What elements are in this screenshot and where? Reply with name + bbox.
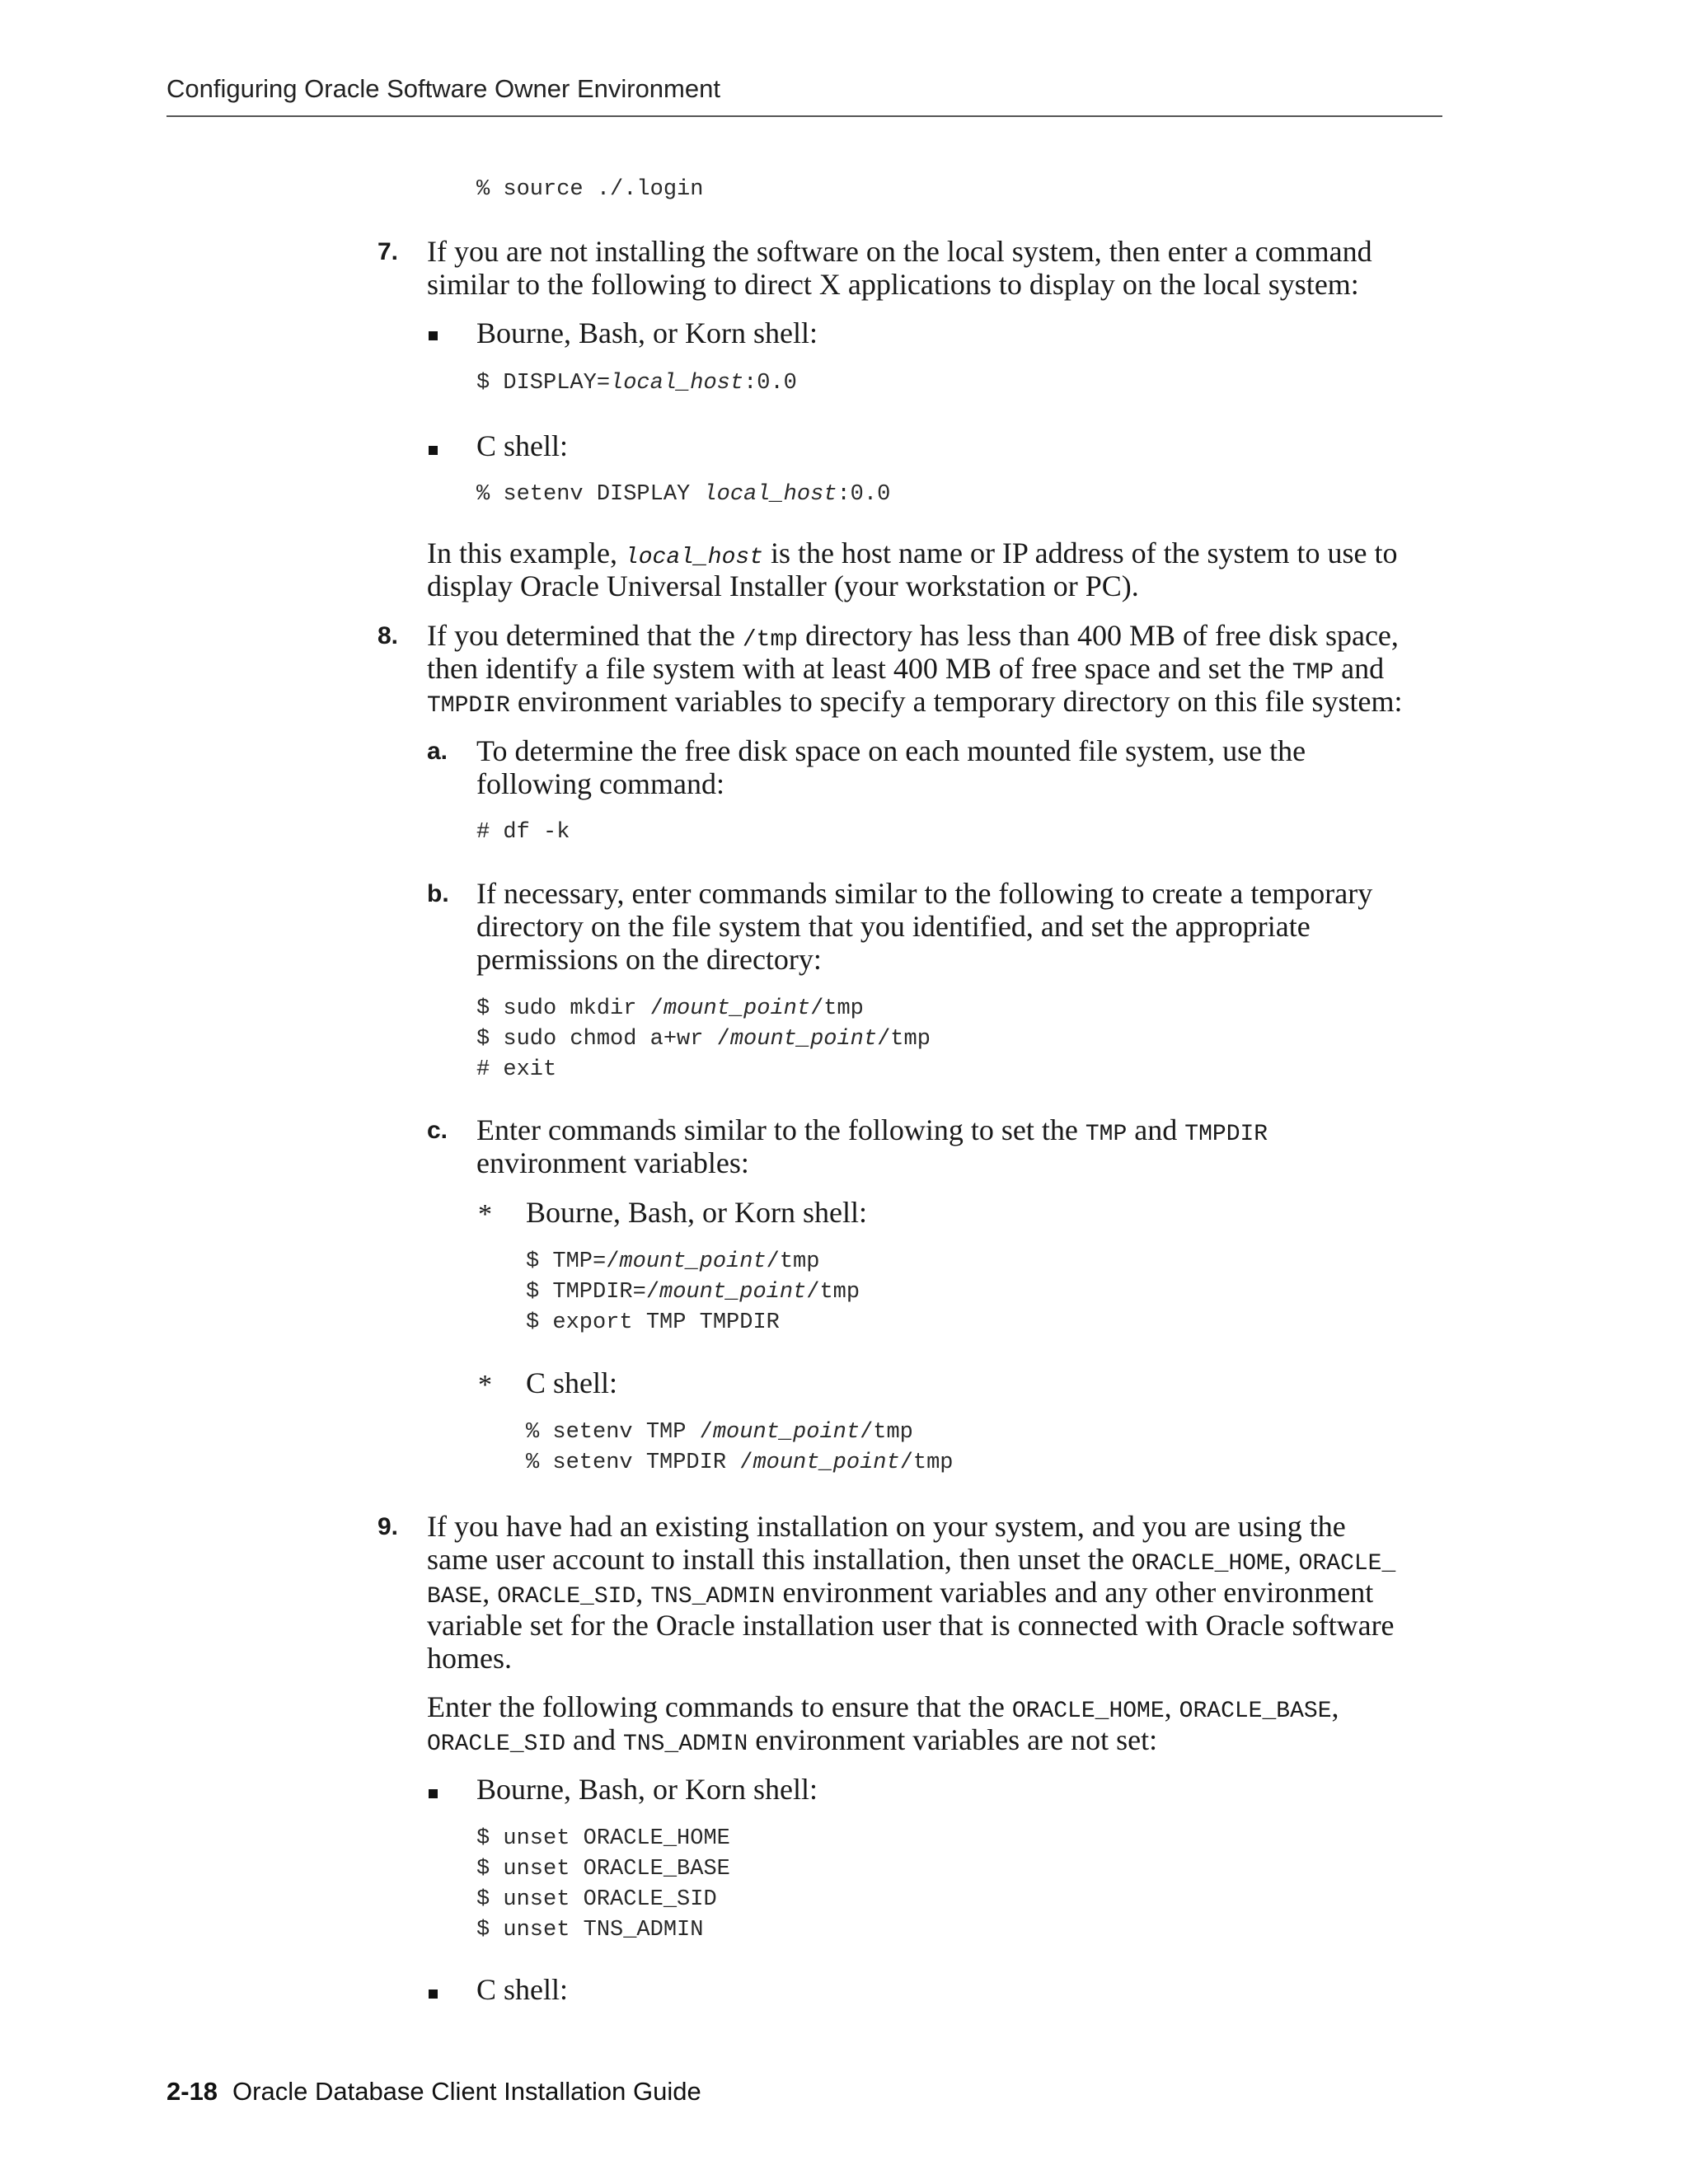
bullet-asterisk: *	[478, 1370, 492, 1400]
code-mkdir: $ sudo mkdir /mount_point/tmp	[476, 996, 864, 1021]
step-9-line5: homes.	[427, 1642, 512, 1675]
code-unset-oracle-sid: $ unset ORACLE_SID	[476, 1887, 717, 1912]
step-8c-c-label: C shell:	[526, 1366, 618, 1399]
running-header: Configuring Oracle Software Owner Environment	[166, 74, 720, 103]
code-setenv-tmp: % setenv TMP /mount_point/tmp	[526, 1420, 913, 1445]
step-8b-letter: b.	[427, 880, 449, 907]
step-8a-line1: To determine the free disk space on each mounted file system, use the	[476, 734, 1306, 767]
step-8c-line2: environment variables:	[476, 1146, 749, 1179]
code-exit: # exit	[476, 1057, 557, 1082]
bullet-square	[429, 1789, 438, 1798]
step-8c-letter: c.	[427, 1117, 448, 1144]
step-8c-bourne-label: Bourne, Bash, or Korn shell:	[526, 1196, 867, 1229]
step-9-line3: BASE, ORACLE_SID, TNS_ADMIN environment variables and any other environment	[427, 1576, 1374, 1610]
book-title: Oracle Database Client Installation Guide	[232, 2077, 701, 2106]
step-8b-line2: directory on the file system that you identified, and set the appropriate	[476, 910, 1311, 943]
step-9-c-label: C shell:	[476, 1973, 569, 2006]
step-9-number: 9.	[377, 1513, 399, 1540]
step-7-explain-line1: In this example, local_host is the host name or IP address of the system to use to	[427, 537, 1398, 570]
code-export: $ export TMP TMPDIR	[526, 1310, 780, 1335]
step-9-enter-line1: Enter the following commands to ensure that the ORACLE_HOME, ORACLE_BASE,	[427, 1690, 1339, 1724]
step-7-c-label: C shell:	[476, 429, 569, 462]
code-chmod: $ sudo chmod a+wr /mount_point/tmp	[476, 1027, 931, 1052]
step-9-bourne-label: Bourne, Bash, or Korn shell:	[476, 1773, 818, 1806]
step-9-line2: same user account to install this installation, then unset the ORACLE_HOME, ORACLE_	[427, 1543, 1396, 1577]
step-9-line1: If you have had an existing installation on your system, and you are using the	[427, 1510, 1346, 1543]
step-8a-line2: following command:	[476, 767, 724, 800]
bullet-square	[429, 1990, 438, 1999]
code-unset-oracle-base: $ unset ORACLE_BASE	[476, 1857, 730, 1882]
step-7-bourne-label: Bourne, Bash, or Korn shell:	[476, 316, 818, 349]
page-footer	[166, 2077, 701, 2107]
step-8b-line1: If necessary, enter commands similar to the following to create a temporary	[476, 877, 1373, 910]
code-display-c: % setenv DISPLAY local_host:0.0	[476, 482, 891, 507]
step-7-number: 7.	[377, 238, 399, 265]
code-display-bourne: $ DISPLAY=local_host:0.0	[476, 371, 797, 396]
code-source-login: % source ./.login	[476, 177, 704, 202]
step-9-enter-line2: ORACLE_SID and TNS_ADMIN environment variables are not set:	[427, 1723, 1158, 1757]
step-8-text-line3: TMPDIR environment variables to specify a temporary directory on this file system:	[427, 685, 1403, 719]
code-tmpdir-bourne: $ TMPDIR=/mount_point/tmp	[526, 1280, 860, 1305]
header-rule	[166, 115, 1442, 117]
step-8-text-line2: then identify a file system with at least 400 MB of free space and set the TMP and	[427, 652, 1385, 686]
page-number: 2-18	[166, 2077, 218, 2106]
step-7-explain-line2: display Oracle Universal Installer (your workstation or PC).	[427, 569, 1139, 602]
step-7-text-line1: If you are not installing the software on the local system, then enter a command	[427, 235, 1372, 268]
step-7-text-line2: similar to the following to direct X applications to display on the local system:	[427, 268, 1359, 301]
step-8-text-line1: If you determined that the /tmp directory has less than 400 MB of free disk space,	[427, 619, 1399, 653]
bullet-asterisk: *	[478, 1199, 492, 1230]
code-unset-tns-admin: $ unset TNS_ADMIN	[476, 1918, 704, 1943]
step-8b-line3: permissions on the directory:	[476, 943, 822, 976]
code-df: # df -k	[476, 820, 570, 845]
step-8c-line1: Enter commands similar to the following to set the TMP and TMPDIR	[476, 1113, 1268, 1147]
step-8a-letter: a.	[427, 738, 448, 765]
step-9-line4: variable set for the Oracle installation user that is connected with Oracle software	[427, 1609, 1395, 1642]
code-setenv-tmpdir: % setenv TMPDIR /mount_point/tmp	[526, 1451, 954, 1475]
bullet-square	[429, 331, 438, 340]
step-8-number: 8.	[377, 622, 399, 649]
code-unset-oracle-home: $ unset ORACLE_HOME	[476, 1826, 730, 1851]
code-tmp-bourne: $ TMP=/mount_point/tmp	[526, 1249, 820, 1274]
bullet-square	[429, 446, 438, 455]
